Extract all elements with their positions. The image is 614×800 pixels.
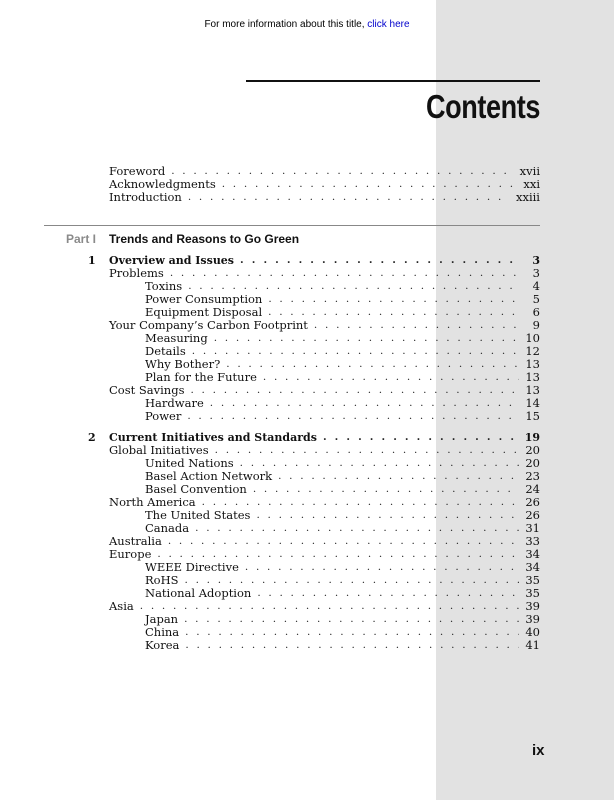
toc-entry-page: 5 xyxy=(532,292,540,306)
toc-entry-title: Cost Savings xyxy=(109,383,185,397)
toc-entry-page: 4 xyxy=(532,279,540,293)
page-title: Contents xyxy=(426,88,540,125)
toc-entry-page: 33 xyxy=(525,534,540,548)
toc-entry-title: Foreword xyxy=(109,164,166,178)
dot-leader xyxy=(257,587,519,600)
toc-entry-page: 12 xyxy=(525,344,540,358)
toc-entry-title: WEEE Directive xyxy=(145,560,239,574)
section-entry[interactable] xyxy=(109,535,540,548)
chapter-number: 1 xyxy=(88,254,96,267)
toc-entry-title: Measuring xyxy=(145,331,208,345)
dot-leader xyxy=(215,444,520,457)
toc-entry-title: Hardware xyxy=(145,396,204,410)
toc-entry-title: Australia xyxy=(109,534,162,548)
toc-entry-title: Power Consumption xyxy=(145,292,263,306)
front-matter-entry[interactable] xyxy=(109,191,540,204)
part-title: Trends and Reasons to Go Green xyxy=(109,232,300,246)
toc-entry-page: 26 xyxy=(525,508,540,522)
toc-entry-page: 20 xyxy=(525,456,540,470)
dot-leader xyxy=(184,613,519,626)
subsection-entry[interactable] xyxy=(145,371,540,384)
toc-entry-page: 9 xyxy=(532,318,540,332)
toc-entry-page: 6 xyxy=(532,305,540,319)
dot-leader xyxy=(188,191,510,204)
toc-entry-title: RoHS xyxy=(145,573,179,587)
dot-leader xyxy=(140,600,520,613)
subsection-entry[interactable] xyxy=(145,587,540,600)
toc-entry-title: Basel Action Network xyxy=(145,469,273,483)
dot-leader xyxy=(170,267,520,280)
title-info-note xyxy=(0,19,614,30)
toc-entry-page: 39 xyxy=(525,612,540,626)
dot-leader xyxy=(222,178,518,191)
dot-leader xyxy=(195,522,519,535)
toc-entry-page: 24 xyxy=(525,482,540,496)
toc-entry-page: 35 xyxy=(525,573,540,587)
toc-entry-title: National Adoption xyxy=(145,586,252,600)
dot-leader xyxy=(190,384,519,397)
subsection-entry[interactable] xyxy=(145,561,540,574)
toc-entry-page: xxi xyxy=(523,177,540,191)
toc-entry-title: Asia xyxy=(109,599,134,613)
toc-entry-title: The United States xyxy=(145,508,251,522)
page-number: ix xyxy=(532,742,545,759)
dot-leader xyxy=(214,332,520,345)
part-label: Part I xyxy=(66,232,97,246)
dot-leader xyxy=(323,431,519,444)
toc-entry-title: Europe xyxy=(109,547,152,561)
toc-entry-page: 20 xyxy=(525,443,540,457)
chapter-entry[interactable] xyxy=(109,254,540,267)
dot-leader xyxy=(210,397,520,410)
subsection-entry[interactable] xyxy=(145,483,540,496)
toc-entry-title: Power xyxy=(145,409,182,423)
dot-leader xyxy=(226,358,519,371)
dot-leader xyxy=(240,254,520,267)
toc-entry-page: xxiii xyxy=(515,190,540,204)
subsection-entry[interactable] xyxy=(145,509,540,522)
toc-entry-page: 39 xyxy=(525,599,540,613)
dot-leader xyxy=(187,410,519,423)
toc-entry-title: Why Bother? xyxy=(145,357,221,371)
dot-leader xyxy=(171,165,513,178)
subsection-entry[interactable] xyxy=(145,522,540,535)
subsection-entry[interactable] xyxy=(145,410,540,423)
toc-entry-page: 40 xyxy=(525,625,540,639)
section-divider xyxy=(44,225,540,226)
toc-entry-title: United Nations xyxy=(145,456,234,470)
toc-entry-title: Japan xyxy=(145,612,179,626)
toc-entry-title: China xyxy=(145,625,180,639)
toc-entry-page: 23 xyxy=(525,469,540,483)
toc-entry-title: Plan for the Future xyxy=(145,370,257,384)
toc-entry-title: Introduction xyxy=(109,190,182,204)
dot-leader xyxy=(185,626,519,639)
toc-entry-title: Current Initiatives and Standards xyxy=(109,431,317,444)
subsection-entry[interactable] xyxy=(145,639,540,652)
dot-leader xyxy=(245,561,519,574)
toc-entry-title: Problems xyxy=(109,266,164,280)
toc-entry-page: 19 xyxy=(524,431,540,444)
toc-entry-page: 13 xyxy=(525,370,540,384)
toc-entry-page: 13 xyxy=(525,357,540,371)
subsection-entry[interactable] xyxy=(145,626,540,639)
dot-leader xyxy=(168,535,520,548)
toc-entry-page: 41 xyxy=(525,638,540,652)
toc-entry-title: Equipment Disposal xyxy=(145,305,263,319)
toc-entry-title: Basel Convention xyxy=(145,482,247,496)
toc-entry-title: Canada xyxy=(145,521,190,535)
click-here-link[interactable]: click here xyxy=(367,19,410,30)
subsection-entry[interactable] xyxy=(145,397,540,410)
toc-entry-title: Overview and Issues xyxy=(109,254,235,267)
toc-entry-title: Global Initiatives xyxy=(109,443,209,457)
subsection-entry[interactable] xyxy=(145,613,540,626)
toc-entry-title: Korea xyxy=(145,638,180,652)
toc-entry-page: 13 xyxy=(525,383,540,397)
subsection-entry[interactable] xyxy=(145,332,540,345)
dot-leader xyxy=(314,319,520,332)
toc-entry-page: 34 xyxy=(525,547,540,561)
toc-entry-title: Acknowledgments xyxy=(109,177,216,191)
toc-entry-title: North America xyxy=(109,495,196,509)
title-rule xyxy=(246,80,540,82)
dot-leader xyxy=(240,457,520,470)
title-info-text: For more information about this title, xyxy=(204,19,368,30)
toc-entry-page: 15 xyxy=(525,409,540,423)
toc-entry-page: 14 xyxy=(525,396,540,410)
toc-entry-title: Your Company’s Carbon Footprint xyxy=(109,318,308,332)
toc-entry-title: Toxins xyxy=(145,279,183,293)
toc-entry-page: 3 xyxy=(532,266,540,280)
dot-leader xyxy=(185,639,519,652)
toc-entry-page: 3 xyxy=(532,254,540,267)
dot-leader xyxy=(278,470,519,483)
toc-entry-page: 35 xyxy=(525,586,540,600)
dot-leader xyxy=(256,509,519,522)
toc-entry-page: xvii xyxy=(519,164,540,178)
toc-entry-page: 10 xyxy=(525,331,540,345)
dot-leader xyxy=(253,483,520,496)
dot-leader xyxy=(263,371,519,384)
toc-entry-page: 31 xyxy=(525,521,540,535)
toc-entry-page: 26 xyxy=(525,495,540,509)
toc-entry-page: 34 xyxy=(525,560,540,574)
chapter-number: 2 xyxy=(88,431,96,444)
dot-leader xyxy=(192,345,520,358)
dot-leader xyxy=(268,293,520,306)
toc-entry-title: Details xyxy=(145,344,186,358)
